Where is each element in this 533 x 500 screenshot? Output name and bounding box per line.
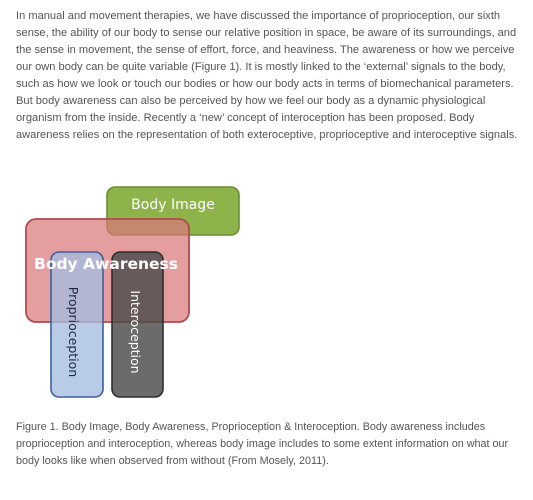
body-awareness-label: Body Awareness <box>34 255 178 273</box>
proprioception-label: Proprioception <box>66 286 81 378</box>
interoception-label: Interoception <box>128 290 143 374</box>
intro-paragraph: In manual and movement therapies, we have discussed the importance of proprioception, our sixth sense, the ability of our body to sense our relative position in space, be aware of its surroundings, and the sense in movement, the sense of effort, force, and heaviness. The awareness or how we perceive our own body can be quite variable (Figure 1). It is mostly linked to the ‘external’ signals to the body, such as how we look or touch our bodies or how our body acts in terms of biomechanical parameters. But body awareness can also be perceived by how we feel our body as a dynamic physiological organism from the inside. Recently a ‘new’ concept of interoception has been proposed. Body awareness relies on the representation of both exteroceptive, proprioceptive and interoceptive signals. <box>16 10 518 141</box>
figure-caption: Figure 1. Body Image, Body Awareness, Proprioception & Interoception. Body awareness includes proprioception and interoception, whereas body image includes to some extent information on what our body looks like when observed from without (From Mosely, 2011). <box>16 421 509 467</box>
body-image-label: Body Image <box>131 197 215 213</box>
